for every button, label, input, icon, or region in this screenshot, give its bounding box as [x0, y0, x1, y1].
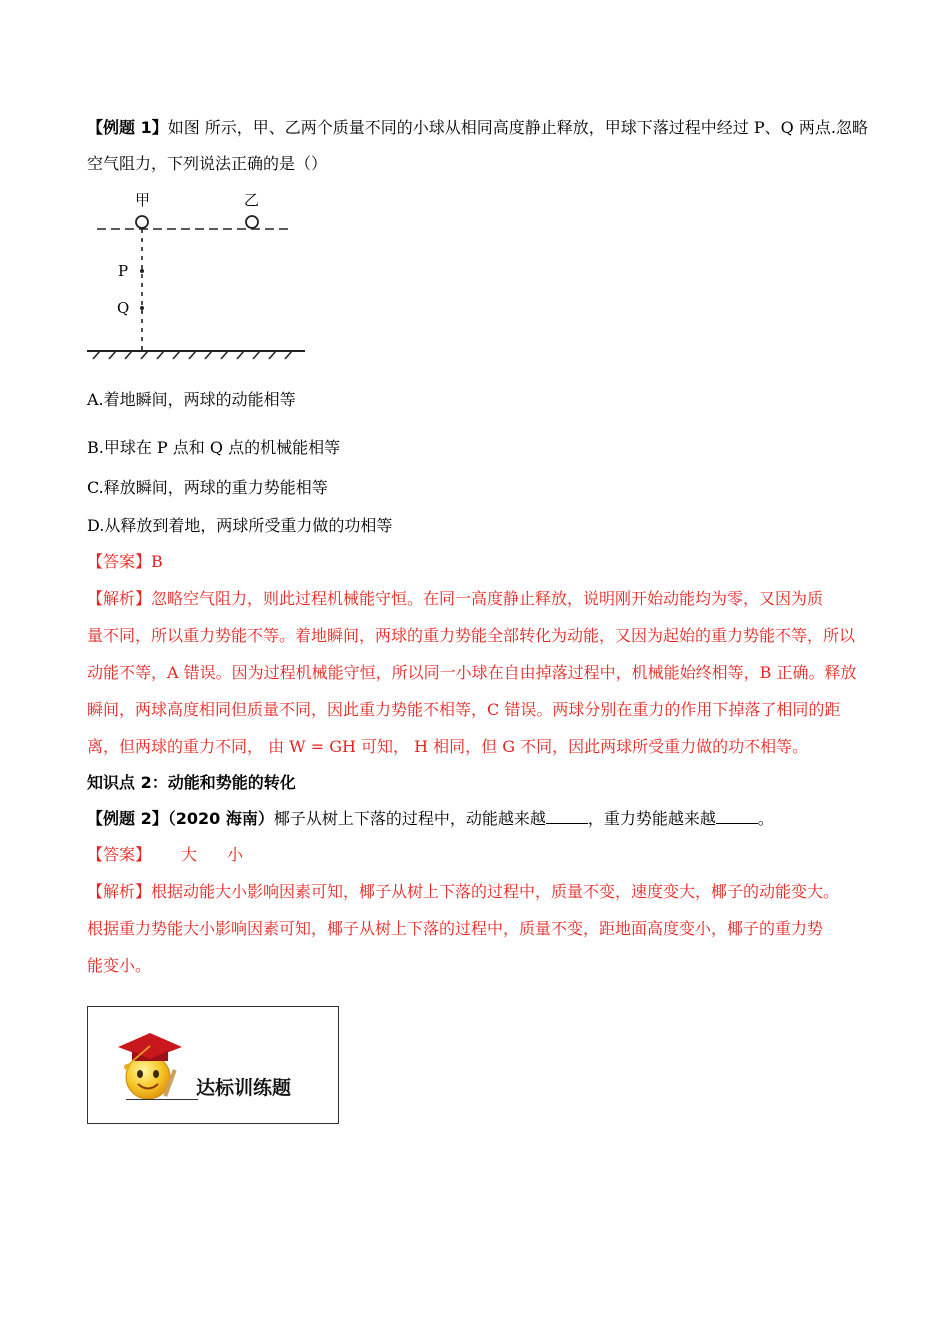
example1-analysis [87, 580, 867, 765]
ball-jia [136, 216, 148, 228]
example1-analysis-line1: 【解析】忽略空气阻力，则此过程机械能守恒。在同一高度静止释放，说明刚开始动能均为零，又因为质 [87, 589, 824, 608]
badge-underline [126, 1099, 198, 1100]
option-b: B.甲球在 P 点和 Q 点的机械能相等 [87, 438, 341, 457]
example1-question-text1: 如图 所示，甲、乙两个质量不同的小球从相同高度静止释放，甲球下落过程中经过 P、Q 两点.忽略 [167, 118, 868, 137]
label-q: Q [117, 299, 130, 317]
badge-title: 达标训练题 [196, 1077, 292, 1099]
example1-question-line1 [87, 110, 867, 146]
example1-analysis-line2: 量不同，所以重力势能不等。着地瞬间，两球的重力势能全部转化为动能，又因为起始的重力势能不等，所以 [87, 626, 856, 645]
point-p [140, 269, 144, 273]
example2-tag: 【例题 2】 [87, 809, 168, 828]
option-c: C.释放瞬间，两球的重力势能相等 [87, 478, 328, 497]
label-jia: 甲 [135, 191, 151, 209]
example2-question: 【例题 2】（2020 海南）椰子从树上下落的过程中，动能越来越 ，重力势能越来越 。 [87, 809, 774, 828]
blank-1 [546, 809, 588, 824]
document-body [87, 110, 867, 984]
example1-analysis-line3: 动能不等，A 错误。因为过程机械能守恒，所以同一小球在自由掉落过程中，机械能始终相等，B 正确。释放 [87, 663, 857, 682]
section2-title: 知识点 2：动能和势能的转化 [87, 773, 296, 792]
falling-balls-diagram [87, 188, 317, 366]
example2-analysis-line1: 【解析】根据动能大小影响因素可知，椰子从树上下落的过程中，质量不变，速度变大，椰子的动能变大。 [87, 882, 840, 901]
graduate-emoji-icon [110, 1021, 190, 1111]
example2-answer [87, 837, 867, 873]
ball-yi [246, 216, 258, 228]
example2-analysis [87, 873, 867, 984]
example1-figure [87, 188, 317, 366]
example1-analysis-line4: 瞬间，两球高度相同但质量不同，因此重力势能不相等，C 错误。两球分别在重力的作用下掉落了相同的距 [87, 700, 841, 719]
example2-answer-2: 小 [227, 845, 244, 864]
label-yi: 乙 [244, 191, 260, 209]
example1-tag: 【例题 1】 [87, 118, 168, 137]
point-q [140, 306, 144, 310]
example1-answer [87, 544, 867, 580]
example1-analysis-tag: 【解析】 [87, 589, 152, 608]
example2-analysis-line2: 根据重力势能大小影响因素可知，椰子从树上下落的过程中，质量不变，距地面高度变小，椰子的重力势 [87, 919, 824, 938]
example1-answer-value: B [151, 552, 163, 571]
option-a: A.着地瞬间，两球的动能相等 [87, 390, 296, 409]
training-section-badge [87, 1006, 339, 1124]
example2-answer-tag: 【答案】 [87, 845, 152, 864]
example2-analysis-tag: 【解析】 [87, 882, 152, 901]
example2-source: （2020 海南） [167, 809, 274, 828]
ground-hatching [93, 351, 292, 359]
example2-answer-1: 大 [181, 845, 198, 864]
label-p: P [118, 262, 129, 280]
example1-analysis-line5: 离，但两球的重力不同， 由 W = GH 可知， H 相同，但 G 不同，因此两球所受重力做的功不相等。 [87, 737, 809, 756]
example2-analysis-line3: 能变小。 [87, 956, 152, 975]
option-d: D.从释放到着地，两球所受重力做的功相等 [87, 516, 393, 535]
blank-2 [716, 809, 758, 824]
example1-question-line2: 空气阻力，下列说法正确的是（） [87, 154, 328, 173]
example1-answer-tag: 【答案】 [87, 552, 152, 571]
